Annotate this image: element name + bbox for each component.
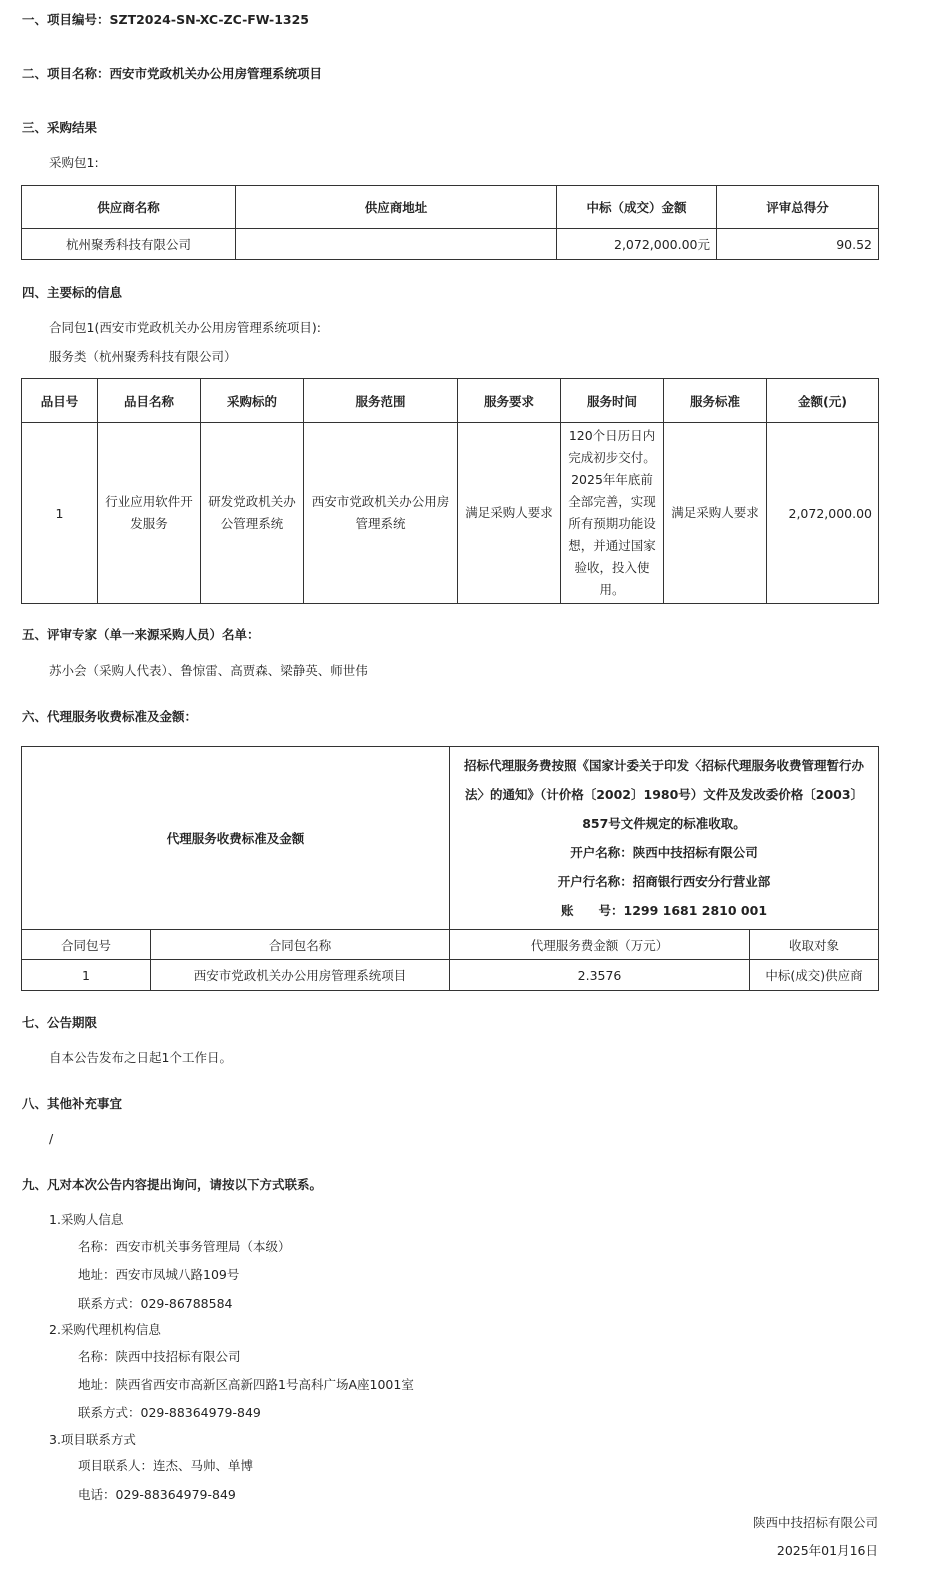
- account-name: 开户名称：陕西中技招标有限公司: [570, 845, 758, 860]
- table-header-row: [22, 930, 879, 960]
- section-experts: 五、评审专家（单一来源采购人员）名单：: [22, 627, 260, 642]
- item-no: 1: [22, 423, 98, 604]
- experts-list: 苏小会（采购人代表）、鲁惊雷、高贾森、梁静英、师世伟: [49, 663, 368, 678]
- bid-amount: 2,072,000.00元: [557, 229, 717, 260]
- supplier-address: [236, 229, 557, 260]
- project-contact-people: 项目联系人：连杰、马帅、单博: [78, 1458, 254, 1473]
- supplier-name: 杭州聚秀科技有限公司: [22, 229, 236, 260]
- header-item-name: 品目名称: [98, 379, 201, 423]
- contract-no: 1: [22, 960, 151, 991]
- header-subject: 采购标的: [201, 379, 304, 423]
- project-name: 二、项目名称：西安市党政机关办公用房管理系统项目: [22, 66, 323, 81]
- other-matters-text: /: [49, 1131, 54, 1146]
- agency-name: 名称：陕西中技招标有限公司: [78, 1349, 241, 1364]
- item-name: 行业应用软件开发服务: [98, 423, 201, 604]
- result-table: [21, 185, 879, 260]
- bank-name: 开户行名称：招商银行西安分行营业部: [557, 874, 771, 889]
- project-number: 一、项目编号：SZT2024-SN-XC-ZC-FW-1325: [22, 12, 309, 27]
- section-agency-fee: 六、代理服务收费标准及金额：: [22, 709, 198, 724]
- purchaser-phone: 联系方式：029-86788584: [78, 1296, 233, 1311]
- purchaser-name: 名称：西安市机关事务管理局（本级）: [78, 1239, 291, 1254]
- section-contact: 九、凡对本次公告内容提出询问，请按以下方式联系。: [22, 1177, 323, 1192]
- footer-date: 2025年01月16日: [776, 1543, 878, 1558]
- service-time: 120个日历日内完成初步交付。2025年年底前全部完善，实现所有预期功能设想，并通过国家验收，投入使用。: [561, 423, 664, 604]
- subject: 研发党政机关办公管理系统: [201, 423, 304, 604]
- package-label: 采购包1:: [49, 155, 99, 170]
- header-amount: 金额(元): [767, 379, 879, 423]
- agency-heading: 2.采购代理机构信息: [49, 1322, 161, 1337]
- table-row: [22, 960, 879, 991]
- purchaser-address: 地址：西安市凤城八路109号: [78, 1267, 240, 1282]
- table-row: [22, 229, 879, 260]
- header-service-requirement: 服务要求: [458, 379, 561, 423]
- header-contract-name: 合同包名称: [151, 930, 450, 960]
- header-item-no: 品目号: [22, 379, 98, 423]
- section-other-matters: 八、其他补充事宜: [22, 1096, 123, 1111]
- purchaser-heading: 1.采购人信息: [49, 1212, 124, 1227]
- score: 90.52: [717, 229, 879, 260]
- header-service-time: 服务时间: [561, 379, 664, 423]
- project-contact-heading: 3.项目联系方式: [49, 1432, 136, 1447]
- fee-standard-row: [22, 747, 879, 930]
- announcement-period-text: 自本公告发布之日起1个工作日。: [49, 1050, 232, 1065]
- charge-target: 中标(成交)供应商: [750, 960, 879, 991]
- contract-name: 西安市党政机关办公用房管理系统项目: [151, 960, 450, 991]
- agency-address: 地址：陕西省西安市高新区高新四路1号高科广场A座1001室: [78, 1377, 414, 1392]
- service-scope: 西安市党政机关办公用房管理系统: [304, 423, 458, 604]
- service-category-label: 服务类（杭州聚秀科技有限公司）: [49, 349, 237, 364]
- footer-company: 陕西中技招标有限公司: [752, 1515, 878, 1530]
- section-main-subject: 四、主要标的信息: [22, 285, 123, 300]
- header-charge-target: 收取对象: [750, 930, 879, 960]
- fee-standard-content: [450, 747, 879, 930]
- section-announcement-period: 七、公告期限: [22, 1015, 98, 1030]
- header-supplier-name: 供应商名称: [22, 186, 236, 229]
- header-bid-amount: 中标（成交）金额: [557, 186, 717, 229]
- account-number: 账 号：1299 1681 2810 001: [561, 903, 768, 918]
- amount: 2,072,000.00: [767, 423, 879, 604]
- fee-standard-label: 代理服务收费标准及金额: [22, 747, 450, 930]
- header-contract-no: 合同包号: [22, 930, 151, 960]
- table-header-row: [22, 186, 879, 229]
- fee-amount: 2.3576: [450, 960, 750, 991]
- subject-table: [21, 378, 879, 604]
- table-header-row: [22, 379, 879, 423]
- service-standard: 满足采购人要求: [664, 423, 767, 604]
- header-fee-amount: 代理服务费金额（万元）: [450, 930, 750, 960]
- header-supplier-address: 供应商地址: [236, 186, 557, 229]
- section-procurement-result: 三、采购结果: [22, 120, 98, 135]
- header-score: 评审总得分: [717, 186, 879, 229]
- fee-standard-description: 招标代理服务费按照《国家计委关于印发〈招标代理服务收费管理暂行办法〉的通知》（计价格〔2002〕1980号）文件及发改委价格〔2003〕857号文件规定的标准收取。: [464, 758, 865, 831]
- contract-package-label: 合同包1(西安市党政机关办公用房管理系统项目):: [49, 320, 321, 335]
- agency-fee-table: [21, 746, 879, 991]
- header-service-standard: 服务标准: [664, 379, 767, 423]
- service-requirement: 满足采购人要求: [458, 423, 561, 604]
- project-contact-phone: 电话：029-88364979-849: [78, 1487, 236, 1502]
- header-service-scope: 服务范围: [304, 379, 458, 423]
- agency-phone: 联系方式：029-88364979-849: [78, 1405, 261, 1420]
- table-row: [22, 423, 879, 604]
